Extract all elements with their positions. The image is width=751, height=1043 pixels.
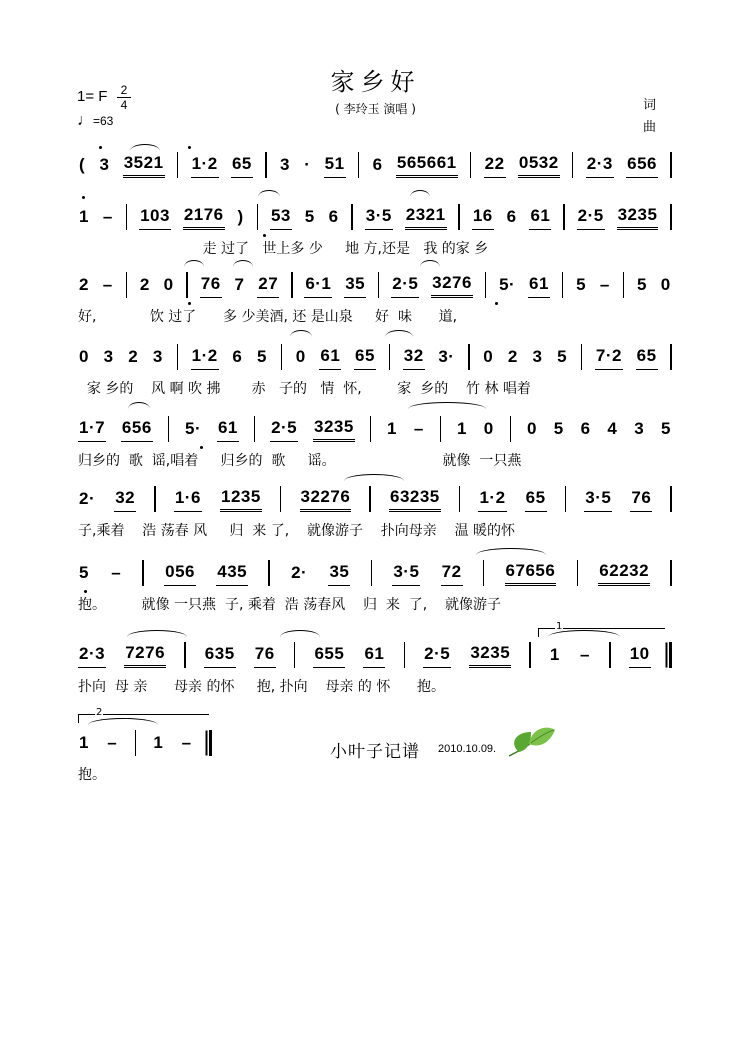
note-token: 7 <box>234 275 245 294</box>
lyrics-line: 家 乡的 风 啊 吹 拂 赤 子的 情 怀, 家 乡的 竹 林 唱着 <box>78 381 531 397</box>
octave-dot <box>99 146 102 149</box>
note-token: 5· <box>184 419 202 438</box>
note-token: 435 <box>216 562 248 586</box>
note-token: 1 <box>79 733 89 752</box>
slur-mark <box>410 190 430 197</box>
bar-line <box>609 642 611 668</box>
note-token: 2·3 <box>586 154 614 178</box>
slur-mark <box>130 144 160 151</box>
note-token: 2·5 <box>577 206 605 230</box>
note-token: 3· <box>438 347 455 366</box>
bar-line <box>572 152 574 178</box>
octave-dot <box>200 446 203 449</box>
note-token: 6 <box>372 155 383 174</box>
note-token: 76 <box>630 488 652 512</box>
note-token: – <box>599 275 610 294</box>
bar-line <box>483 560 485 586</box>
note-token: 2176 <box>183 205 225 230</box>
notes-line <box>78 200 672 230</box>
bar-line <box>142 560 144 586</box>
note-token: 4 <box>607 419 618 438</box>
note-token: 1·7 <box>78 418 106 442</box>
staff-row-6 <box>78 482 672 539</box>
key-signature: 1= F <box>77 88 108 105</box>
singer-credit: ( 李玲玉 演唱 ) <box>335 102 416 116</box>
bar-line <box>135 730 137 756</box>
note-token: 62232 <box>598 561 650 586</box>
time-signature-top: 2 <box>120 83 128 97</box>
note-token: 6 <box>580 419 591 438</box>
composer-label: 曲 <box>643 120 657 135</box>
slur-mark <box>408 402 486 409</box>
note-token: 565661 <box>396 153 458 178</box>
note-token: 2 <box>507 347 518 366</box>
bar-line <box>265 152 267 178</box>
note-token: 1 <box>79 207 89 226</box>
bar-line <box>670 560 672 586</box>
note-token: 3 <box>532 347 543 366</box>
slur-mark <box>385 330 413 337</box>
lyrics-line: 扑向 母 亲 母亲 的怀 抱, 扑向 母亲 的 怀 抱。 <box>78 679 446 695</box>
slur-mark <box>88 718 158 725</box>
note-token: 32276 <box>300 487 352 512</box>
note-token: 1235 <box>220 487 262 512</box>
notes-line <box>78 482 672 512</box>
note-token: 61 <box>363 644 385 668</box>
bar-line <box>351 204 353 230</box>
slur-mark <box>420 260 440 267</box>
staff-row-5 <box>78 412 672 469</box>
slur-mark <box>344 474 404 481</box>
octave-dot <box>495 302 498 305</box>
note-token: 61 <box>319 346 341 370</box>
slur-mark <box>127 630 187 637</box>
bar-line <box>254 416 256 442</box>
bar-line <box>470 152 472 178</box>
slur-mark <box>548 630 620 637</box>
note-token: 2 <box>139 275 150 294</box>
note-token: 3 <box>152 347 163 366</box>
lyrics-line: 子,乘着 浩 荡春 风 归 来 了, 就像游子 扑向母亲 温 暖的怀 <box>78 523 516 539</box>
note-token: 5 <box>661 419 671 438</box>
note-token: 65 <box>525 488 547 512</box>
bar-line <box>184 642 186 668</box>
note-token: 35 <box>328 562 350 586</box>
volta-label-2: 2 <box>96 707 103 718</box>
bar-line <box>669 642 672 668</box>
note-token: 5 <box>257 347 267 366</box>
note-token: 5 <box>576 275 587 294</box>
slur-mark <box>184 260 204 267</box>
note-token: 2·5 <box>391 274 419 298</box>
note-token: 5 <box>557 347 568 366</box>
note-token: 3276 <box>431 273 473 298</box>
note-token: 655 <box>313 644 345 668</box>
tempo-value: =63 <box>93 114 114 128</box>
staff-row-3 <box>78 268 672 325</box>
bar-line <box>291 272 293 298</box>
bar-line <box>565 486 567 512</box>
lyrics-line: 好, 饮 过了 多 少美酒, 还 是山泉 好 味 道, <box>78 309 458 325</box>
note-token: 5 <box>79 563 89 582</box>
note-token: 61 <box>528 274 550 298</box>
bar-line <box>257 204 259 230</box>
note-token: – <box>580 645 590 664</box>
note-token: 16 <box>472 206 494 230</box>
note-token: 32 <box>403 346 425 370</box>
bar-line <box>510 416 512 442</box>
note-token: 1 <box>549 645 560 664</box>
bar-line <box>177 152 179 178</box>
staff-row-7 <box>78 556 672 613</box>
note-token: 5 <box>636 275 647 294</box>
note-token: 056 <box>164 562 196 586</box>
bar-line <box>369 486 371 512</box>
note-token: 2·3 <box>78 644 106 668</box>
staff-row-4 <box>78 340 672 397</box>
octave-dot <box>188 146 191 149</box>
note-token: 656 <box>121 418 153 442</box>
note-token: 3·5 <box>392 562 420 586</box>
bar-line <box>358 152 360 178</box>
bar-line <box>389 344 391 370</box>
note-token: 0 <box>79 347 89 366</box>
note-token: 1·6 <box>174 488 202 512</box>
bar-line <box>459 486 461 512</box>
note-token: – <box>102 207 113 226</box>
note-token: 7276 <box>124 643 166 668</box>
leaf-icon <box>505 722 557 766</box>
note-token: 103 <box>139 206 171 230</box>
bar-line <box>670 344 672 370</box>
bar-line <box>268 560 270 586</box>
lyrics-line: 抱。 <box>78 767 106 783</box>
note-token: – <box>102 275 113 294</box>
note-token: 0 <box>483 419 494 438</box>
note-token: 10 <box>629 644 651 668</box>
bar-line <box>563 204 565 230</box>
bar-line <box>670 152 672 178</box>
note-token: 32 <box>114 488 136 512</box>
note-token: 5 <box>304 207 315 226</box>
transcription-date: 2010.10.09. <box>438 743 497 755</box>
note-token: 2321 <box>405 205 447 230</box>
note-token: 0 <box>295 347 306 366</box>
bar-line <box>440 416 442 442</box>
note-token: 3 <box>99 155 110 174</box>
notes-line <box>78 268 672 298</box>
bar-line <box>154 486 156 512</box>
note-token: 2· <box>79 489 96 508</box>
lyricist-label: 词 <box>643 98 657 113</box>
notes-line <box>78 726 212 756</box>
note-token: 3235 <box>313 417 355 442</box>
note-token: 2 <box>128 347 139 366</box>
note-token: 1·2 <box>478 488 506 512</box>
note-token: 7·2 <box>595 346 623 370</box>
bar-line <box>670 486 672 512</box>
note-token: – <box>111 563 122 582</box>
note-token: 2· <box>291 563 308 582</box>
note-token: 6 <box>506 207 517 226</box>
note-token: 0 <box>526 419 537 438</box>
bar-line <box>209 730 212 756</box>
note-token: 65 <box>636 346 658 370</box>
note-token: 76 <box>200 274 222 298</box>
slur-mark <box>476 548 546 555</box>
note-token: · <box>304 155 311 174</box>
octave-dot <box>263 234 266 237</box>
transcriber-signature: 小叶子记谱 <box>330 742 420 762</box>
note-token: 6·1 <box>304 274 332 298</box>
octave-dot <box>84 590 87 593</box>
bar-line <box>280 486 282 512</box>
note-token: 51 <box>324 154 346 178</box>
note-token: 76 <box>254 644 276 668</box>
note-token: 2·5 <box>270 418 298 442</box>
slur-mark <box>128 402 150 409</box>
note-token: 0532 <box>518 153 560 178</box>
bar-line <box>562 272 564 298</box>
note-token: 656 <box>626 154 658 178</box>
notes-line <box>78 148 672 178</box>
note-token: 0 <box>163 275 174 294</box>
note-token: 27 <box>257 274 279 298</box>
bar-line <box>581 344 583 370</box>
note-token: 1·2 <box>191 346 219 370</box>
note-token: 2 <box>79 275 89 294</box>
note-token: 67656 <box>505 561 557 586</box>
note-token: 0 <box>660 275 671 294</box>
note-token: 5· <box>499 275 516 294</box>
score-title: 家乡好 <box>330 68 421 96</box>
note-token: 3521 <box>123 153 165 178</box>
note-token: 65 <box>231 154 253 178</box>
slur-mark <box>280 630 320 637</box>
slur-mark <box>290 330 312 337</box>
note-token: 1·2 <box>191 154 219 178</box>
notes-line <box>78 556 672 586</box>
note-token: 3 <box>634 419 645 438</box>
note-token: 61 <box>217 418 239 442</box>
note-token: ( <box>79 155 86 174</box>
note-token: 1 <box>456 419 467 438</box>
note-token: 3·5 <box>584 488 612 512</box>
note-token: ) <box>237 207 244 226</box>
note-token: 6 <box>328 207 339 226</box>
note-token: – <box>107 733 118 752</box>
note-token: 61 <box>529 206 551 230</box>
octave-dot <box>82 196 85 199</box>
note-token: 35 <box>344 274 366 298</box>
note-token: 1 <box>387 419 397 438</box>
time-signature <box>117 84 131 111</box>
bar-line <box>186 272 188 298</box>
staff-row-9 <box>78 707 212 783</box>
note-token: 63235 <box>389 487 441 512</box>
staff-row-2 <box>78 200 672 257</box>
note-token: 635 <box>204 644 236 668</box>
note-token: 3 <box>103 347 114 366</box>
volta-label-1: 1 <box>556 621 563 632</box>
note-token: 22 <box>484 154 506 178</box>
staff-row-1 <box>78 148 672 182</box>
note-token: 3235 <box>617 205 659 230</box>
note-token: 0 <box>483 347 494 366</box>
bar-line <box>371 560 373 586</box>
note-token: 65 <box>354 346 376 370</box>
notes-line <box>78 638 672 668</box>
slur-mark <box>258 190 280 197</box>
note-token: 6 <box>232 347 243 366</box>
bar-line <box>294 642 296 668</box>
bar-line <box>577 560 579 586</box>
bar-line <box>378 272 380 298</box>
lyrics-line: 归乡的 歌 谣,唱着 归乡的 歌 谣。 就像 一只燕 <box>78 453 522 469</box>
bar-line <box>168 416 170 442</box>
lyrics-line: 走 过了 世上多 少 地 方,还是 我 的家 乡 <box>78 241 489 257</box>
bar-line <box>529 642 531 668</box>
time-signature-bottom: 4 <box>120 98 128 112</box>
bar-line <box>458 204 460 230</box>
staff-row-8 <box>78 621 672 695</box>
note-token: 5 <box>553 419 564 438</box>
slur-mark <box>233 260 253 267</box>
lyrics-line: 抱。 就像 一只燕 子, 乘着 浩 荡春风 归 来 了, 就像游子 <box>78 597 502 613</box>
bar-line <box>468 344 470 370</box>
bar-line <box>485 272 487 298</box>
note-token: 72 <box>441 562 463 586</box>
note-token: 3 <box>279 155 290 174</box>
notes-line <box>78 412 672 442</box>
notes-line <box>78 340 672 370</box>
note-token: – <box>181 733 192 752</box>
tempo-marking <box>77 112 113 130</box>
bar-line <box>126 204 128 230</box>
note-token: 3235 <box>469 643 511 668</box>
octave-dot <box>188 302 191 305</box>
note-token: 1 <box>153 733 164 752</box>
bar-line <box>670 204 672 230</box>
note-token: 3·5 <box>365 206 393 230</box>
bar-line <box>177 344 179 370</box>
bar-line <box>281 344 283 370</box>
note-token: – <box>413 419 424 438</box>
note-token: 53 <box>270 206 292 230</box>
bar-line <box>370 416 372 442</box>
bar-line <box>623 272 625 298</box>
bar-line <box>404 642 406 668</box>
bar-line <box>126 272 128 298</box>
note-token: 2·5 <box>423 644 451 668</box>
quarter-note-icon: ♩ <box>77 112 93 129</box>
